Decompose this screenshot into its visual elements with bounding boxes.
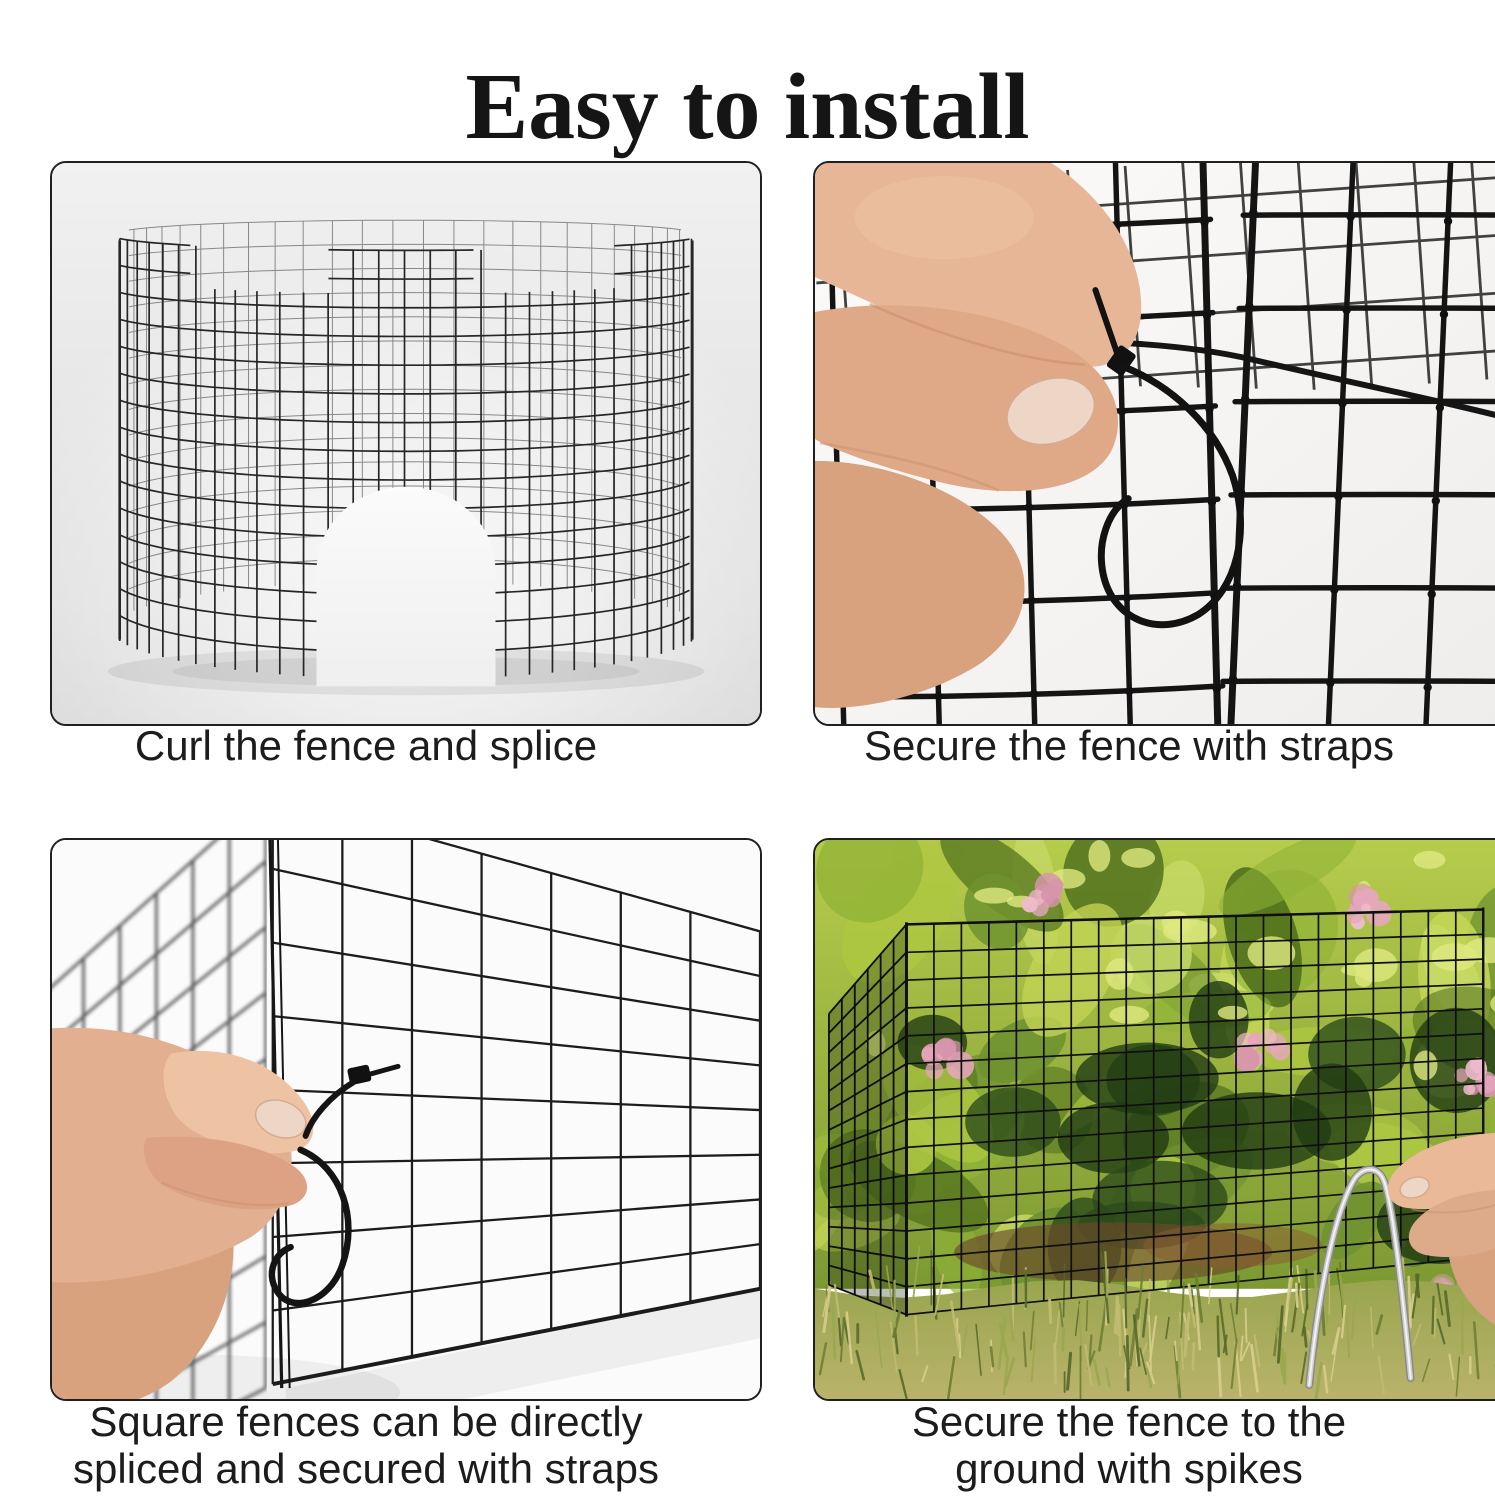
caption-square-splice [10, 1398, 722, 1492]
caption-ground-spikes [773, 1398, 1485, 1492]
ground-spike-illustration [815, 840, 1495, 1399]
caption-square-splice-text: Square fences can be directly spliced and secured with straps [73, 1398, 659, 1493]
panel-curl-fence-photo [50, 161, 762, 726]
square-splice-illustration [52, 840, 760, 1399]
page-title: Easy to install [465, 54, 1030, 159]
panel-strap-fence-photo [813, 161, 1495, 726]
curl-fence-illustration [52, 163, 760, 724]
panel-square-splice-photo [50, 838, 762, 1401]
panel-ground-spike-photo [813, 838, 1495, 1401]
caption-secure-straps [773, 722, 1485, 769]
caption-ground-spikes-text: Secure the fence to the ground with spikes [911, 1398, 1347, 1493]
arch-opening [317, 487, 496, 687]
caption-curl-fence-text: Curl the fence and splice [134, 722, 598, 769]
caption-secure-straps-text: Secure the fence with straps [864, 722, 1394, 769]
caption-curl-fence [10, 722, 722, 769]
strap-fence-illustration [815, 163, 1495, 724]
